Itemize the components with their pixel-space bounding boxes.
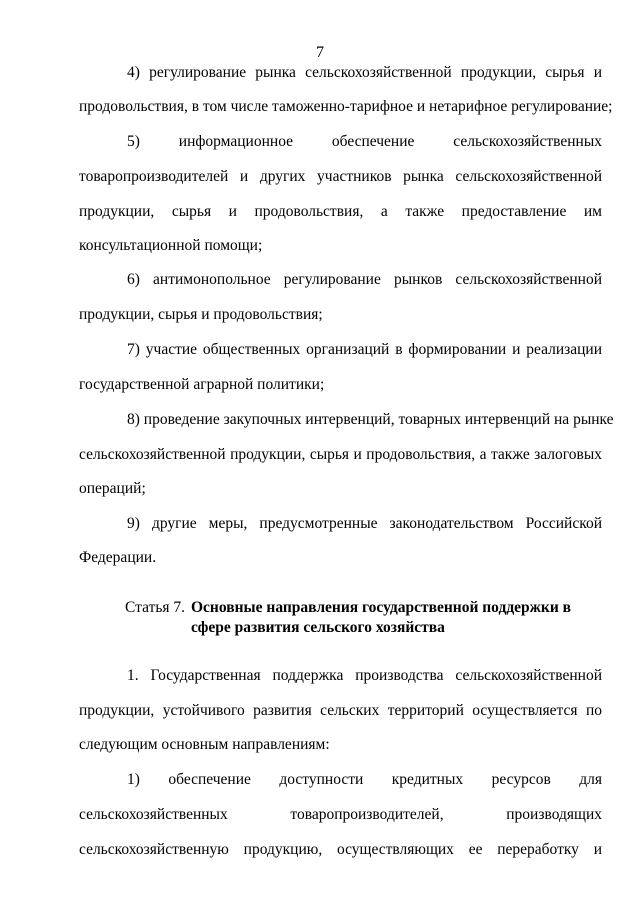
paragraph-4-line-1: 4) регулирование рынка сельскохозяйственной продукции, сырья и (127, 64, 602, 81)
subsection-1-line-2: сельскохозяйственных товаропроизводителей, производящих (79, 806, 602, 823)
paragraph-6-line-2: продукции, сырья и продовольствия; (79, 306, 323, 323)
article-title-line-2: сфере развития сельского хозяйства (191, 619, 445, 636)
article-title-line-1: Основные направления государственной поддержки в (191, 599, 572, 616)
paragraph-4-line-2: продовольствия, в том числе таможенно-тарифное и нетарифное регулирование; (79, 98, 613, 115)
paragraph-9-line-2: Федерации. (79, 549, 157, 566)
paragraph-6-line-1: 6) антимонопольное регулирование рынков сельскохозяйственной (127, 271, 602, 288)
paragraph-8-line-1: 8) проведение закупочных интервенций, товарных интервенций на рынке (127, 411, 614, 428)
subsection-1-line-1: 1) обеспечение доступности кредитных ресурсов для (127, 771, 602, 788)
paragraph-5-line-1: 5) информационное обеспечение сельскохозяйственных (127, 133, 602, 150)
paragraph-7-line-2: государственной аграрной политики; (79, 376, 325, 393)
paragraph-5-line-4: консультационной помощи; (79, 237, 263, 254)
paragraph-5-line-3: продукции, сырья и продовольствия, а также предоставление им (79, 203, 602, 220)
paragraph-9-line-1: 9) другие меры, предусмотренные законодательством Российской (127, 515, 602, 532)
paragraph-8-line-2: сельскохозяйственной продукции, сырья и продовольствия, а также залоговых (79, 446, 602, 463)
paragraph-5-line-2: товаропроизводителей и других участников рынка сельскохозяйственной (79, 168, 602, 185)
paragraph-7-line-1: 7) участие общественных организаций в формировании и реализации (127, 341, 602, 358)
article-label: Статья 7. (125, 599, 186, 616)
section-1-line-3: следующим основным направлениям: (79, 736, 330, 753)
paragraph-8-line-3: операций; (79, 480, 146, 497)
section-1-line-1: 1. Государственная поддержка производства сельскохозяйственной (127, 667, 602, 684)
page-number: 7 (316, 44, 324, 61)
subsection-1-line-3: сельскохозяйственную продукцию, осуществляющих ее переработку и (79, 841, 602, 858)
section-1-line-2: продукции, устойчивого развития сельских территорий осуществляется по (79, 702, 602, 719)
